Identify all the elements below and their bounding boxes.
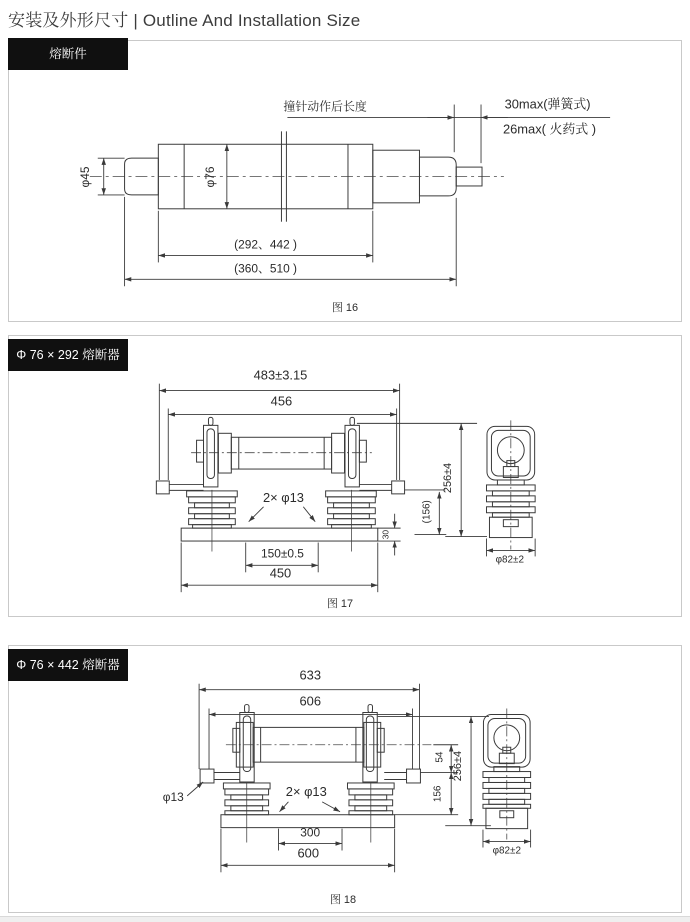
dim-300-label: 300 <box>300 825 321 840</box>
page-bottom-strip <box>0 916 690 922</box>
front-view-geometry <box>156 417 404 551</box>
dim-spring-max-label: 30max(弹簧式) <box>504 96 591 112</box>
dim-606-label: 606 <box>299 693 322 709</box>
dim-phi13-label: φ13 <box>162 789 184 804</box>
dim-body-length-label: (292、442 ) <box>234 237 298 252</box>
dim-phi82-label: φ82±2 <box>492 845 521 857</box>
panel-fuse-76x292-label: Φ 76 × 292 熔断器 <box>8 339 128 371</box>
figure-18-caption: 图 18 <box>329 894 357 907</box>
fuse-76x442-installation-drawing <box>9 646 681 912</box>
dim-156-label: (156) <box>421 500 433 524</box>
dim-256-label: 256±4 <box>452 750 465 782</box>
dim-2xphi13-label: 2× φ13 <box>262 489 304 505</box>
dim-striker-length-label: 撞针动作后长度 <box>283 99 367 114</box>
dim-total-length-label: (360、510 ) <box>234 261 298 276</box>
panel-fuse-link-label: 熔断件 <box>8 38 128 70</box>
dim-54-label: 54 <box>434 751 446 763</box>
side-view-geometry <box>486 420 535 549</box>
dim-2xphi13-label: 2× φ13 <box>285 783 327 799</box>
dim-256-label: 256±4 <box>442 462 455 494</box>
dim-483-label: 483±3.15 <box>253 367 308 383</box>
installation-dimension-lines <box>187 684 530 873</box>
dim-30-label: 30 <box>380 529 391 540</box>
panel-fuse-76x292 <box>8 335 682 617</box>
panel-fuse-76x442 <box>8 645 682 913</box>
dim-dia76-label: φ76 <box>202 166 217 188</box>
panel-fuse-76x442-label: Φ 76 × 442 熔断器 <box>8 649 128 681</box>
side-view-geometry <box>483 709 531 840</box>
dim-456-label: 456 <box>270 393 293 409</box>
dim-powder-max-label: 26max( 火药式 ) <box>502 121 597 137</box>
fuse-link-outline-drawing <box>9 41 681 321</box>
dim-450-label: 450 <box>269 565 292 581</box>
fuse-76x292-installation-drawing <box>9 336 681 616</box>
front-view-geometry <box>200 705 431 843</box>
fuse-body-geometry <box>90 131 504 221</box>
figure-16-caption: 图 16 <box>331 302 359 315</box>
panel-fuse-link <box>8 40 682 322</box>
dim-dia45-label: φ45 <box>77 166 92 188</box>
page-title: 安装及外形尺寸 | Outline And Installation Size <box>8 11 361 30</box>
installation-dimension-lines <box>159 384 535 593</box>
dim-600-label: 600 <box>297 845 320 861</box>
dim-156-label: 156 <box>432 785 444 803</box>
dim-633-label: 633 <box>299 667 322 683</box>
dim-phi82-label: φ82±2 <box>495 554 525 566</box>
figure-17-caption: 图 17 <box>326 598 354 611</box>
dim-150-label: 150±0.5 <box>260 546 304 561</box>
